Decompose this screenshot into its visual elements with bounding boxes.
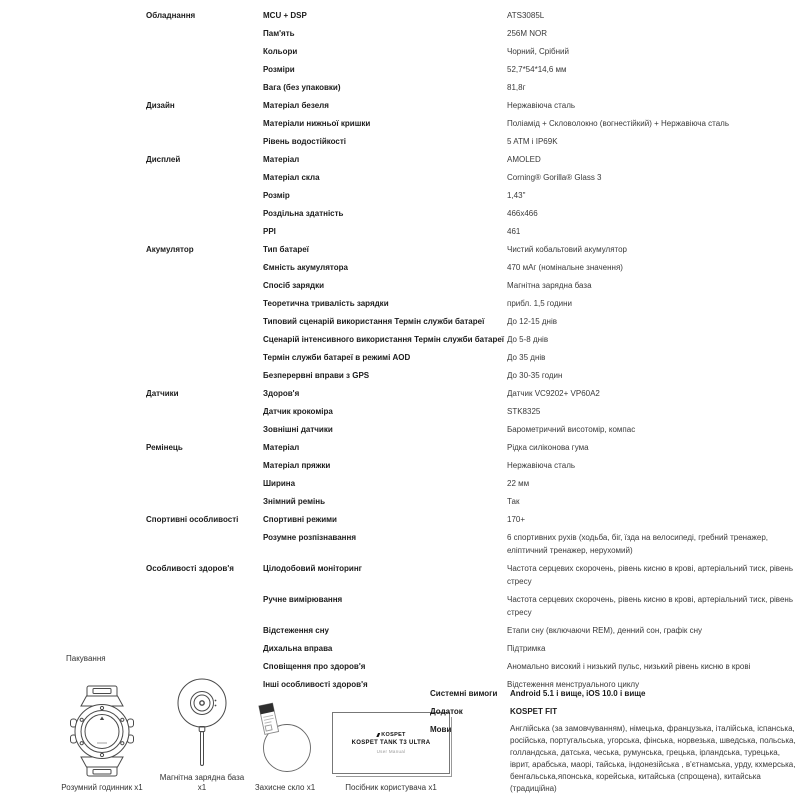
spec-value: До 12-15 днів	[507, 316, 557, 326]
spec-category	[146, 297, 263, 310]
spec-row	[146, 204, 798, 222]
spec-row	[146, 402, 798, 420]
spec-category	[146, 624, 263, 637]
spec-value: 6 спортивних рухів (ходьба, біг, їзда на велосипеді, гребний тренажер, еліптичний тренажер, нерухомий)	[507, 532, 768, 555]
spec-row	[146, 590, 798, 621]
spec-row	[146, 621, 798, 639]
spec-value: STK8325	[507, 406, 541, 416]
spec-value: Відстеження менструального циклу	[507, 679, 640, 689]
manual-subtitle: User Manual	[376, 749, 406, 754]
spec-row	[146, 492, 798, 510]
spec-row	[146, 438, 798, 456]
spec-category	[146, 171, 263, 184]
spec-row	[146, 276, 798, 294]
spec-value: Рідка силіконова гума	[507, 442, 589, 452]
spec-label: Сценарій інтенсивного використання Термін служби батареї	[263, 334, 505, 344]
spec-row	[146, 150, 798, 168]
spec-label: Інші особливості здоров'я	[263, 679, 368, 689]
spec-row	[146, 348, 798, 366]
package-item-charging-base	[158, 676, 246, 793]
spec-row	[430, 702, 796, 720]
spec-row	[146, 456, 798, 474]
spec-label: Спосіб зарядки	[263, 280, 324, 290]
spec-category	[146, 405, 263, 418]
spec-value: Аномально високий і низький пульс, низький рівень кисню в крові	[507, 661, 751, 671]
package-item-caption: Захисне скло x1	[254, 783, 316, 792]
spec-category	[146, 207, 263, 220]
spec-row	[146, 78, 798, 96]
spec-value: Англійська (за замовчуванням), німецька, французька, італійська, іспанська, російська, португальська, угорська, фінська, норвезька, шведська, польська, голландська, датська, чеська, румунська, грецька, ірландська, турецька, іврит, арабська, маорі, тайська, індонезійська , в'єтнамська, урду, кхмерська, бенгальська,японська, корейська, китайська (спрощена), китайська (традиційна)	[510, 723, 796, 793]
spec-label: Сповіщення про здоров'я	[263, 661, 366, 671]
spec-value: Так	[507, 496, 520, 506]
spec-label: Ширина	[263, 478, 296, 488]
spec-label: Матеріал	[263, 442, 300, 452]
spec-label: Термін служби батареї в режимі AOD	[263, 352, 411, 362]
spec-row	[146, 312, 798, 330]
spec-row	[146, 474, 798, 492]
spec-label: Дихальна вправа	[263, 643, 333, 653]
spec-row	[146, 222, 798, 240]
spec-label: Мови	[430, 724, 452, 734]
spec-value: Corning® Gorilla® Glass 3	[507, 172, 602, 182]
spec-label: Матеріал безеля	[263, 100, 329, 110]
spec-value: KOSPET FIT	[510, 706, 558, 716]
spec-category	[146, 135, 263, 148]
spec-category	[146, 333, 263, 346]
spec-category	[146, 189, 263, 202]
spec-label: Матеріал пряжки	[263, 460, 331, 470]
spec-label: Кольори	[263, 46, 298, 56]
package-item-caption: Посібник користувача x1	[345, 783, 437, 792]
spec-value: До 35 днів	[507, 352, 546, 362]
spec-label: Додаток	[430, 706, 463, 716]
spec-value: Етапи сну (включаючи REM), денний сон, графік сну	[507, 625, 703, 635]
spec-label: Ручне вимірювання	[263, 594, 343, 604]
spec-row	[146, 366, 798, 384]
spec-value: 22 мм	[507, 478, 530, 488]
spec-row	[146, 60, 798, 78]
spec-category: Обладнання	[146, 10, 196, 20]
spec-value: 81,8г	[507, 82, 526, 92]
spec-label: Датчик крокоміра	[263, 406, 333, 416]
manual-title: KOSPET TANK T3 ULTRA	[351, 740, 431, 746]
spec-category	[146, 369, 263, 382]
spec-category: Дисплей	[146, 154, 181, 164]
packaging-items	[46, 676, 466, 793]
spec-row	[146, 114, 798, 132]
spec-label: Здоров'я	[263, 388, 300, 398]
spec-label: Спортивні режими	[263, 514, 337, 524]
spec-value: 466x466	[507, 208, 538, 218]
spec-label: Відстеження сну	[263, 625, 329, 635]
spec-value: Підтримка	[507, 643, 546, 653]
spec-value: Датчик VC9202+ VP60A2	[507, 388, 600, 398]
spec-label: Розумне розпізнавання	[263, 532, 357, 542]
spec-category	[146, 27, 263, 40]
spec-table	[146, 6, 798, 693]
spec-label: Матеріал скла	[263, 172, 320, 182]
spec-label: PPI	[263, 226, 276, 236]
spec-category: Ремінець	[146, 442, 183, 452]
spec-value: 1,43"	[507, 190, 526, 200]
spec-category	[146, 593, 263, 619]
package-item-protective-glass	[246, 696, 324, 793]
spec-category	[146, 495, 263, 508]
spec-label: Безперервні вправи з GPS	[263, 370, 370, 380]
spec-label: Тип батареї	[263, 244, 309, 254]
spec-value: Магнітна зарядна база	[507, 280, 592, 290]
spec-category: Датчики	[146, 388, 179, 398]
package-item-caption: Розумний годинник x1	[61, 783, 143, 792]
package-item-smartwatch	[46, 685, 158, 793]
spec-value: Чорний, Срібний	[507, 46, 569, 56]
spec-label: Типовий сценарій використання Термін служби батареї	[263, 316, 485, 326]
spec-value: 256M NOR	[507, 28, 548, 38]
spec-row	[146, 420, 798, 438]
spec-row	[146, 384, 798, 402]
spec-value: прибл. 1,5 години	[507, 298, 572, 308]
spec-row	[146, 186, 798, 204]
spec-category	[146, 225, 263, 238]
spec-category	[146, 63, 263, 76]
kospet-logo-icon	[376, 733, 380, 737]
spec-category	[146, 45, 263, 58]
spec-value: Частота серцевих скорочень, рівень кисню в крові, артеріальний тиск, рівень стресу	[507, 563, 793, 586]
spec-row	[430, 720, 796, 797]
spec-category	[146, 315, 263, 328]
spec-value: Нержавіюча сталь	[507, 460, 576, 470]
spec-value: Поліамід + Скловолокно (вогнестійкий) + Нержавіюча сталь	[507, 118, 729, 128]
spec-label: Роздільна здатність	[263, 208, 344, 218]
system-requirements-table	[430, 684, 796, 797]
spec-value: 470 мАг (номінальне значення)	[507, 262, 623, 272]
spec-value: AMOLED	[507, 154, 541, 164]
spec-category	[146, 531, 263, 557]
spec-row	[146, 96, 798, 114]
spec-row	[146, 559, 798, 590]
spec-category	[146, 261, 263, 274]
package-item-caption: Магнітна зарядна база x1	[159, 773, 245, 792]
spec-row	[146, 132, 798, 150]
spec-value: ATS3085L	[507, 10, 545, 20]
spec-label: Знімний ремінь	[263, 496, 325, 506]
spec-category	[146, 279, 263, 292]
spec-category	[146, 423, 263, 436]
spec-value: До 5-8 днів	[507, 334, 549, 344]
smartwatch-icon	[46, 685, 158, 778]
spec-category	[146, 117, 263, 130]
spec-label: Розміри	[263, 64, 295, 74]
spec-label: Системні вимоги	[430, 688, 498, 698]
protective-glass-icon	[246, 696, 324, 778]
spec-label: Теоретична тривалість зарядки	[263, 298, 389, 308]
spec-category: Дизайн	[146, 100, 175, 110]
spec-row	[430, 684, 796, 702]
spec-label: Зовнішні датчики	[263, 424, 333, 434]
spec-row	[146, 258, 798, 276]
spec-category	[146, 81, 263, 94]
spec-category	[146, 459, 263, 472]
spec-value: Нержавіюча сталь	[507, 100, 576, 110]
spec-label: MCU + DSP	[263, 10, 307, 20]
spec-category: Особливості здоров'я	[146, 563, 234, 573]
spec-row	[146, 528, 798, 559]
spec-row	[146, 24, 798, 42]
packaging-section	[46, 652, 466, 793]
spec-row	[146, 294, 798, 312]
packaging-title: Пакування	[66, 654, 106, 663]
spec-value: Android 5.1 і вище, iOS 10.0 і вище	[510, 688, 646, 698]
spec-row	[146, 168, 798, 186]
charging-base-icon	[158, 676, 246, 768]
spec-label: Рівень водостійкості	[263, 136, 347, 146]
spec-category	[146, 351, 263, 364]
spec-row	[146, 330, 798, 348]
spec-category: Акумулятор	[146, 244, 194, 254]
spec-label: Пам'ять	[263, 28, 295, 38]
spec-category	[146, 477, 263, 490]
spec-value: До 30-35 годин	[507, 370, 563, 380]
spec-label: Матеріали нижньої кришки	[263, 118, 371, 128]
spec-value: 5 ATM і IP69K	[507, 136, 558, 146]
spec-row	[146, 510, 798, 528]
spec-row	[146, 42, 798, 60]
spec-label: Ємність акумулятора	[263, 262, 348, 272]
spec-value: 52,7*54*14,6 мм	[507, 64, 567, 74]
spec-row	[146, 240, 798, 258]
spec-row	[146, 6, 798, 24]
spec-label: Вага (без упаковки)	[263, 82, 341, 92]
spec-value: Чистий кобальтовий акумулятор	[507, 244, 627, 254]
spec-label: Цілодобовий моніторинг	[263, 563, 363, 573]
spec-label: Розмір	[263, 190, 290, 200]
kospet-logo: KOSPET	[376, 732, 405, 738]
spec-value: 170+	[507, 514, 526, 524]
spec-value: 461	[507, 226, 521, 236]
spec-value: Барометричний висотомір, компас	[507, 424, 636, 434]
spec-label: Матеріал	[263, 154, 300, 164]
spec-value: Частота серцевих скорочень, рівень кисню в крові, артеріальний тиск, рівень стресу	[507, 594, 793, 617]
spec-category: Спортивні особливості	[146, 514, 239, 524]
